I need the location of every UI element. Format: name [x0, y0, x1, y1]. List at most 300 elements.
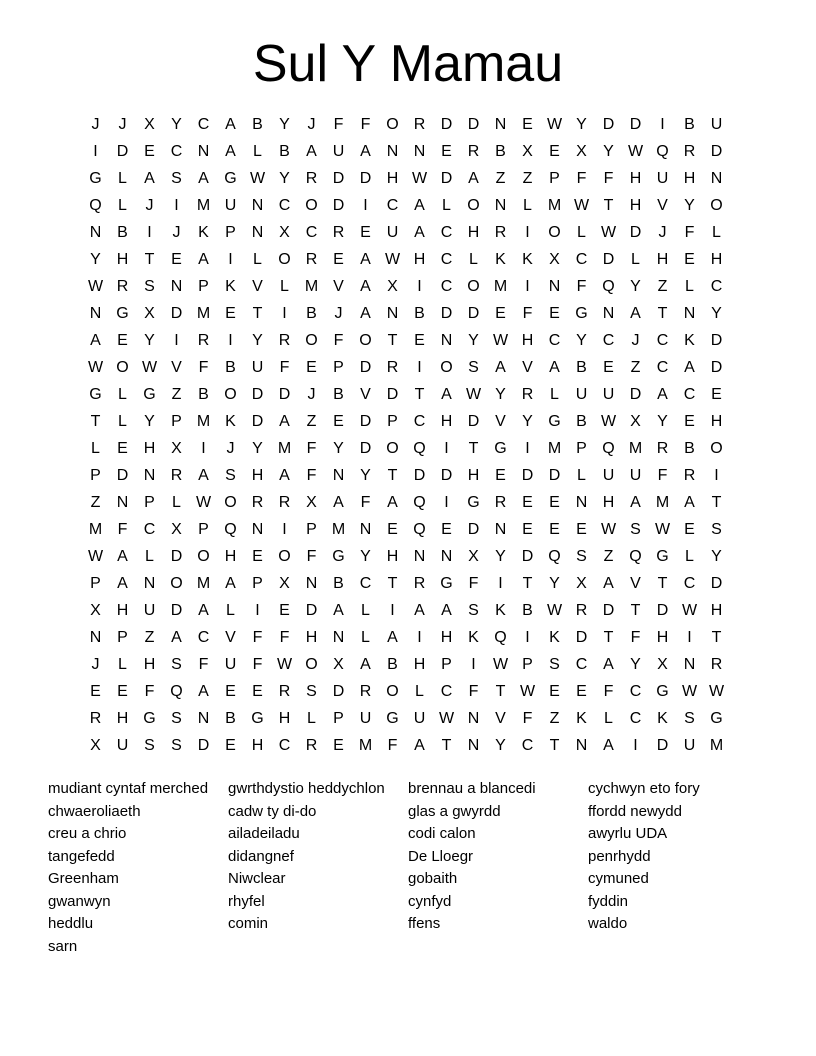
grid-cell: L	[577, 467, 586, 484]
grid-cell: H	[305, 629, 318, 646]
grid-cell: L	[361, 602, 370, 619]
grid-cell: I	[525, 629, 530, 646]
grid-cell: G	[656, 683, 669, 700]
grid-cell: Z	[603, 548, 614, 565]
grid-cell: A	[90, 332, 101, 349]
grid-cell: O	[440, 359, 453, 376]
grid-cell: N	[359, 521, 372, 538]
grid-cell: N	[143, 575, 156, 592]
grid-cell: W	[573, 197, 590, 214]
grid-cell: N	[116, 494, 129, 511]
grid-cell: F	[252, 656, 263, 673]
grid-cell: G	[143, 710, 156, 727]
grid-cell: U	[629, 467, 642, 484]
grid-cell: J	[91, 656, 100, 673]
grid-cell: M	[196, 197, 211, 214]
grid-cell: B	[279, 143, 290, 160]
grid-cell: W	[519, 683, 536, 700]
grid-cell: E	[225, 683, 236, 700]
grid-cell: Q	[224, 521, 237, 538]
grid-cell: W	[465, 386, 482, 403]
grid-cell: A	[171, 629, 182, 646]
grid-cell: A	[441, 602, 452, 619]
grid-cell: F	[333, 332, 344, 349]
grid-cell: Y	[468, 332, 479, 349]
grid-cell: A	[360, 143, 371, 160]
grid-cell: M	[196, 305, 211, 322]
grid-cell: N	[602, 305, 615, 322]
grid-cell: N	[467, 710, 480, 727]
grid-cell: H	[710, 413, 723, 430]
grid-cell: A	[279, 413, 290, 430]
grid-cell: T	[522, 575, 533, 592]
grid-cell: P	[171, 413, 182, 430]
letter-grid	[82, 111, 730, 759]
grid-cell: R	[683, 467, 696, 484]
grid-cell: C	[170, 143, 183, 160]
grid-cell: F	[198, 656, 209, 673]
grid-cell: E	[549, 521, 560, 538]
grid-cell: U	[413, 710, 426, 727]
grid-cell: T	[387, 575, 398, 592]
grid-cell: N	[413, 143, 426, 160]
grid-cell: C	[305, 224, 318, 241]
grid-cell: B	[495, 143, 506, 160]
grid-cell: O	[278, 548, 291, 565]
grid-cell: X	[468, 548, 479, 565]
grid-cell: H	[386, 170, 399, 187]
grid-cell: U	[224, 197, 237, 214]
grid-cell: D	[332, 197, 345, 214]
grid-cell: T	[549, 737, 560, 754]
grid-cell: E	[576, 683, 587, 700]
grid-cell: O	[116, 359, 129, 376]
grid-cell: K	[657, 710, 668, 727]
grid-cell: N	[251, 197, 264, 214]
grid-cell: G	[251, 710, 264, 727]
word-list-item: chwaeroliaeth	[48, 802, 141, 820]
grid-cell: W	[492, 656, 509, 673]
grid-cell: F	[279, 629, 290, 646]
grid-cell: S	[306, 683, 317, 700]
grid-cell: L	[145, 548, 154, 565]
grid-cell: S	[171, 710, 182, 727]
grid-cell: N	[683, 305, 696, 322]
grid-cell: C	[683, 386, 696, 403]
grid-cell: E	[117, 332, 128, 349]
grid-cell: C	[656, 359, 669, 376]
grid-cell: H	[440, 629, 453, 646]
grid-cell: A	[144, 170, 155, 187]
grid-cell: H	[440, 413, 453, 430]
grid-cell: O	[386, 440, 399, 457]
grid-cell: N	[494, 197, 507, 214]
grid-cell: Y	[90, 251, 101, 268]
grid-cell: V	[522, 359, 533, 376]
grid-cell: N	[440, 332, 453, 349]
grid-cell: N	[575, 737, 588, 754]
grid-cell: E	[684, 251, 695, 268]
grid-cell: B	[225, 359, 236, 376]
grid-cell: L	[253, 251, 262, 268]
grid-cell: A	[333, 494, 344, 511]
grid-cell: P	[576, 440, 587, 457]
grid-cell: F	[198, 359, 209, 376]
grid-cell: C	[629, 710, 642, 727]
grid-cell: Y	[711, 548, 722, 565]
grid-cell: S	[144, 278, 155, 295]
grid-cell: D	[440, 170, 453, 187]
grid-cell: E	[225, 737, 236, 754]
grid-cell: A	[603, 575, 614, 592]
grid-cell: T	[387, 332, 398, 349]
grid-cell: X	[306, 494, 317, 511]
grid-cell: E	[549, 494, 560, 511]
grid-cell: E	[252, 683, 263, 700]
grid-cell: H	[143, 656, 156, 673]
word-list-item: cynfyd	[408, 892, 452, 910]
grid-cell: Z	[306, 413, 317, 430]
grid-cell: A	[414, 602, 425, 619]
grid-cell: S	[711, 521, 722, 538]
grid-cell: N	[197, 143, 210, 160]
grid-cell: J	[334, 305, 343, 322]
grid-cell: R	[89, 710, 102, 727]
grid-cell: R	[494, 224, 507, 241]
grid-cell: P	[306, 521, 317, 538]
grid-cell: X	[522, 143, 533, 160]
grid-cell: H	[251, 737, 264, 754]
grid-cell: R	[359, 683, 372, 700]
grid-cell: E	[441, 521, 452, 538]
grid-cell: D	[170, 305, 183, 322]
grid-cell: V	[495, 710, 506, 727]
word-list-item: ailadeiladu	[228, 825, 300, 842]
grid-cell: Q	[548, 548, 561, 565]
grid-cell: E	[333, 251, 344, 268]
grid-cell: Y	[657, 413, 668, 430]
grid-cell: A	[360, 251, 371, 268]
grid-cell: I	[147, 224, 152, 241]
grid-cell: E	[117, 440, 128, 457]
grid-cell: O	[548, 224, 561, 241]
grid-cell: D	[548, 467, 561, 484]
grid-cell: R	[305, 170, 318, 187]
grid-cell: R	[683, 143, 696, 160]
grid-cell: Z	[657, 278, 668, 295]
grid-cell: W	[600, 521, 617, 538]
grid-cell: N	[386, 305, 399, 322]
grid-cell: D	[359, 359, 372, 376]
word-list-item: fyddin	[588, 892, 629, 910]
grid-cell: I	[444, 440, 449, 457]
grid-cell: G	[548, 413, 561, 430]
grid-cell: L	[172, 494, 181, 511]
grid-cell: D	[629, 116, 642, 133]
grid-cell: I	[417, 359, 422, 376]
grid-cell: O	[305, 197, 318, 214]
grid-cell: Q	[629, 548, 642, 565]
grid-cell: Q	[494, 629, 507, 646]
grid-cell: M	[709, 737, 724, 754]
grid-cell: W	[141, 359, 158, 376]
grid-cell: Z	[495, 170, 506, 187]
grid-cell: U	[602, 386, 615, 403]
grid-cell: H	[467, 224, 480, 241]
grid-cell: H	[224, 548, 237, 565]
grid-cell: W	[276, 656, 293, 673]
grid-cell: Y	[279, 170, 290, 187]
grid-cell: H	[116, 602, 129, 619]
grid-cell: C	[629, 683, 642, 700]
grid-cell: V	[252, 278, 263, 295]
grid-cell: G	[89, 386, 102, 403]
grid-cell: D	[710, 332, 723, 349]
grid-cell: V	[360, 386, 371, 403]
grid-cell: U	[359, 710, 372, 727]
grid-cell: H	[467, 467, 480, 484]
grid-cell: F	[387, 737, 398, 754]
grid-cell: P	[549, 170, 560, 187]
grid-cell: K	[522, 251, 533, 268]
grid-cell: U	[683, 737, 696, 754]
grid-cell: O	[386, 116, 399, 133]
grid-cell: X	[90, 737, 101, 754]
grid-cell: D	[467, 521, 480, 538]
grid-cell: Q	[602, 440, 615, 457]
grid-cell: Q	[413, 521, 426, 538]
grid-cell: N	[251, 521, 264, 538]
grid-cell: R	[467, 143, 480, 160]
word-list-item: gwrthdystio heddychlon	[228, 780, 385, 797]
grid-cell: P	[144, 494, 155, 511]
grid-cell: H	[143, 440, 156, 457]
grid-cell: O	[467, 197, 480, 214]
grid-cell: N	[251, 224, 264, 241]
grid-cell: A	[198, 170, 209, 187]
grid-cell: B	[198, 386, 209, 403]
grid-cell: N	[143, 467, 156, 484]
grid-cell: R	[494, 494, 507, 511]
grid-cell: O	[710, 197, 723, 214]
grid-cell: W	[411, 170, 428, 187]
grid-cell: F	[252, 629, 263, 646]
grid-cell: P	[117, 629, 128, 646]
grid-cell: H	[116, 251, 129, 268]
grid-cell: L	[118, 413, 127, 430]
grid-cell: U	[575, 386, 588, 403]
grid-cell: V	[225, 629, 236, 646]
grid-cell: D	[629, 224, 642, 241]
grid-cell: E	[414, 332, 425, 349]
grid-cell: D	[602, 116, 615, 133]
grid-cell: T	[603, 197, 614, 214]
grid-cell: F	[603, 683, 614, 700]
grid-cell: A	[684, 359, 695, 376]
grid-cell: L	[226, 602, 235, 619]
word-list-item: Niwclear	[228, 870, 286, 887]
grid-cell: A	[225, 575, 236, 592]
grid-cell: S	[171, 170, 182, 187]
grid-cell: J	[172, 224, 181, 241]
grid-cell: R	[305, 251, 318, 268]
grid-cell: U	[656, 170, 669, 187]
grid-cell: F	[144, 683, 155, 700]
grid-cell: E	[225, 305, 236, 322]
grid-cell: E	[495, 467, 506, 484]
grid-cell: U	[116, 737, 129, 754]
grid-cell: Q	[413, 440, 426, 457]
word-list-item: comin	[228, 915, 269, 932]
grid-cell: T	[144, 251, 155, 268]
grid-cell: J	[226, 440, 235, 457]
grid-cell: W	[654, 521, 671, 538]
grid-cell: X	[657, 656, 668, 673]
grid-cell: R	[116, 278, 129, 295]
grid-cell: T	[252, 305, 263, 322]
grid-cell: G	[224, 170, 237, 187]
grid-cell: M	[88, 521, 103, 538]
grid-cell: S	[171, 737, 182, 754]
grid-cell: E	[441, 143, 452, 160]
grid-cell: S	[468, 359, 479, 376]
grid-cell: A	[684, 494, 695, 511]
grid-cell: U	[143, 602, 156, 619]
grid-cell: L	[118, 656, 127, 673]
grid-cell: X	[171, 521, 182, 538]
grid-cell: X	[630, 413, 641, 430]
grid-cell: D	[332, 683, 345, 700]
grid-cell: W	[492, 332, 509, 349]
grid-cell: L	[118, 170, 127, 187]
grid-cell: I	[687, 629, 692, 646]
grid-cell: O	[305, 656, 318, 673]
grid-cell: S	[684, 710, 695, 727]
grid-cell: E	[252, 548, 263, 565]
grid-cell: A	[603, 656, 614, 673]
grid-cell: W	[546, 116, 563, 133]
grid-cell: J	[658, 224, 667, 241]
grid-cell: C	[602, 332, 615, 349]
grid-cell: A	[603, 737, 614, 754]
grid-cell: A	[414, 737, 425, 754]
grid-cell: I	[714, 467, 719, 484]
grid-cell: Y	[495, 386, 506, 403]
grid-cell: M	[331, 521, 346, 538]
grid-cell: R	[278, 683, 291, 700]
grid-cell: P	[90, 467, 101, 484]
grid-cell: E	[549, 143, 560, 160]
grid-cell: W	[438, 710, 455, 727]
grid-cell: D	[251, 386, 264, 403]
grid-cell: D	[278, 386, 291, 403]
grid-cell: I	[174, 197, 179, 214]
grid-cell: I	[390, 602, 395, 619]
grid-cell: F	[117, 521, 128, 538]
grid-cell: I	[444, 494, 449, 511]
grid-cell: B	[522, 602, 533, 619]
grid-cell: D	[440, 467, 453, 484]
grid-cell: H	[710, 602, 723, 619]
grid-cell: O	[278, 251, 291, 268]
page-title: Sul Y Mamau	[252, 35, 564, 93]
grid-cell: I	[228, 251, 233, 268]
grid-cell: F	[360, 494, 371, 511]
grid-cell: C	[683, 575, 696, 592]
grid-cell: L	[442, 197, 451, 214]
grid-cell: N	[494, 116, 507, 133]
word-list-item: gwanwyn	[48, 892, 111, 910]
grid-cell: V	[333, 278, 344, 295]
grid-cell: O	[359, 332, 372, 349]
grid-cell: D	[629, 386, 642, 403]
grid-cell: L	[307, 710, 316, 727]
grid-cell: N	[710, 170, 723, 187]
grid-cell: Z	[144, 629, 155, 646]
grid-cell: F	[468, 575, 479, 592]
grid-cell: P	[198, 521, 209, 538]
grid-cell: D	[305, 602, 318, 619]
grid-cell: A	[360, 656, 371, 673]
grid-cell: L	[604, 710, 613, 727]
grid-cell: C	[278, 197, 291, 214]
grid-cell: D	[359, 170, 372, 187]
grid-cell: P	[90, 575, 101, 592]
grid-cell: B	[387, 656, 398, 673]
grid-cell: N	[332, 629, 345, 646]
grid-cell: I	[417, 629, 422, 646]
grid-cell: Q	[602, 278, 615, 295]
grid-cell: N	[494, 521, 507, 538]
grid-cell: Z	[630, 359, 641, 376]
grid-cell: H	[629, 197, 642, 214]
grid-cell: J	[118, 116, 127, 133]
grid-cell: M	[277, 440, 292, 457]
grid-cell: Y	[144, 413, 155, 430]
grid-cell: W	[384, 251, 401, 268]
word-list-item: cychwyn eto fory	[588, 780, 700, 797]
grid-cell: N	[548, 278, 561, 295]
grid-cell: W	[627, 143, 644, 160]
grid-cell: C	[143, 521, 156, 538]
grid-cell: R	[575, 602, 588, 619]
grid-cell: I	[282, 521, 287, 538]
grid-cell: F	[306, 467, 317, 484]
grid-cell: V	[171, 359, 182, 376]
grid-cell: A	[198, 683, 209, 700]
grid-cell: D	[359, 440, 372, 457]
grid-cell: P	[441, 656, 452, 673]
grid-cell: W	[546, 602, 563, 619]
grid-cell: W	[87, 359, 104, 376]
grid-cell: F	[306, 548, 317, 565]
grid-cell: Y	[144, 332, 155, 349]
grid-cell: B	[684, 116, 695, 133]
grid-cell: A	[306, 143, 317, 160]
grid-cell: W	[681, 683, 698, 700]
grid-cell: D	[467, 305, 480, 322]
grid-cell: U	[332, 143, 345, 160]
grid-cell: D	[170, 602, 183, 619]
grid-cell: E	[333, 413, 344, 430]
grid-cell: I	[93, 143, 98, 160]
grid-cell: E	[387, 521, 398, 538]
grid-cell: L	[523, 197, 532, 214]
grid-cell: R	[278, 332, 291, 349]
grid-cell: D	[656, 737, 669, 754]
grid-cell: T	[603, 629, 614, 646]
word-list-item: didangnef	[228, 847, 294, 865]
